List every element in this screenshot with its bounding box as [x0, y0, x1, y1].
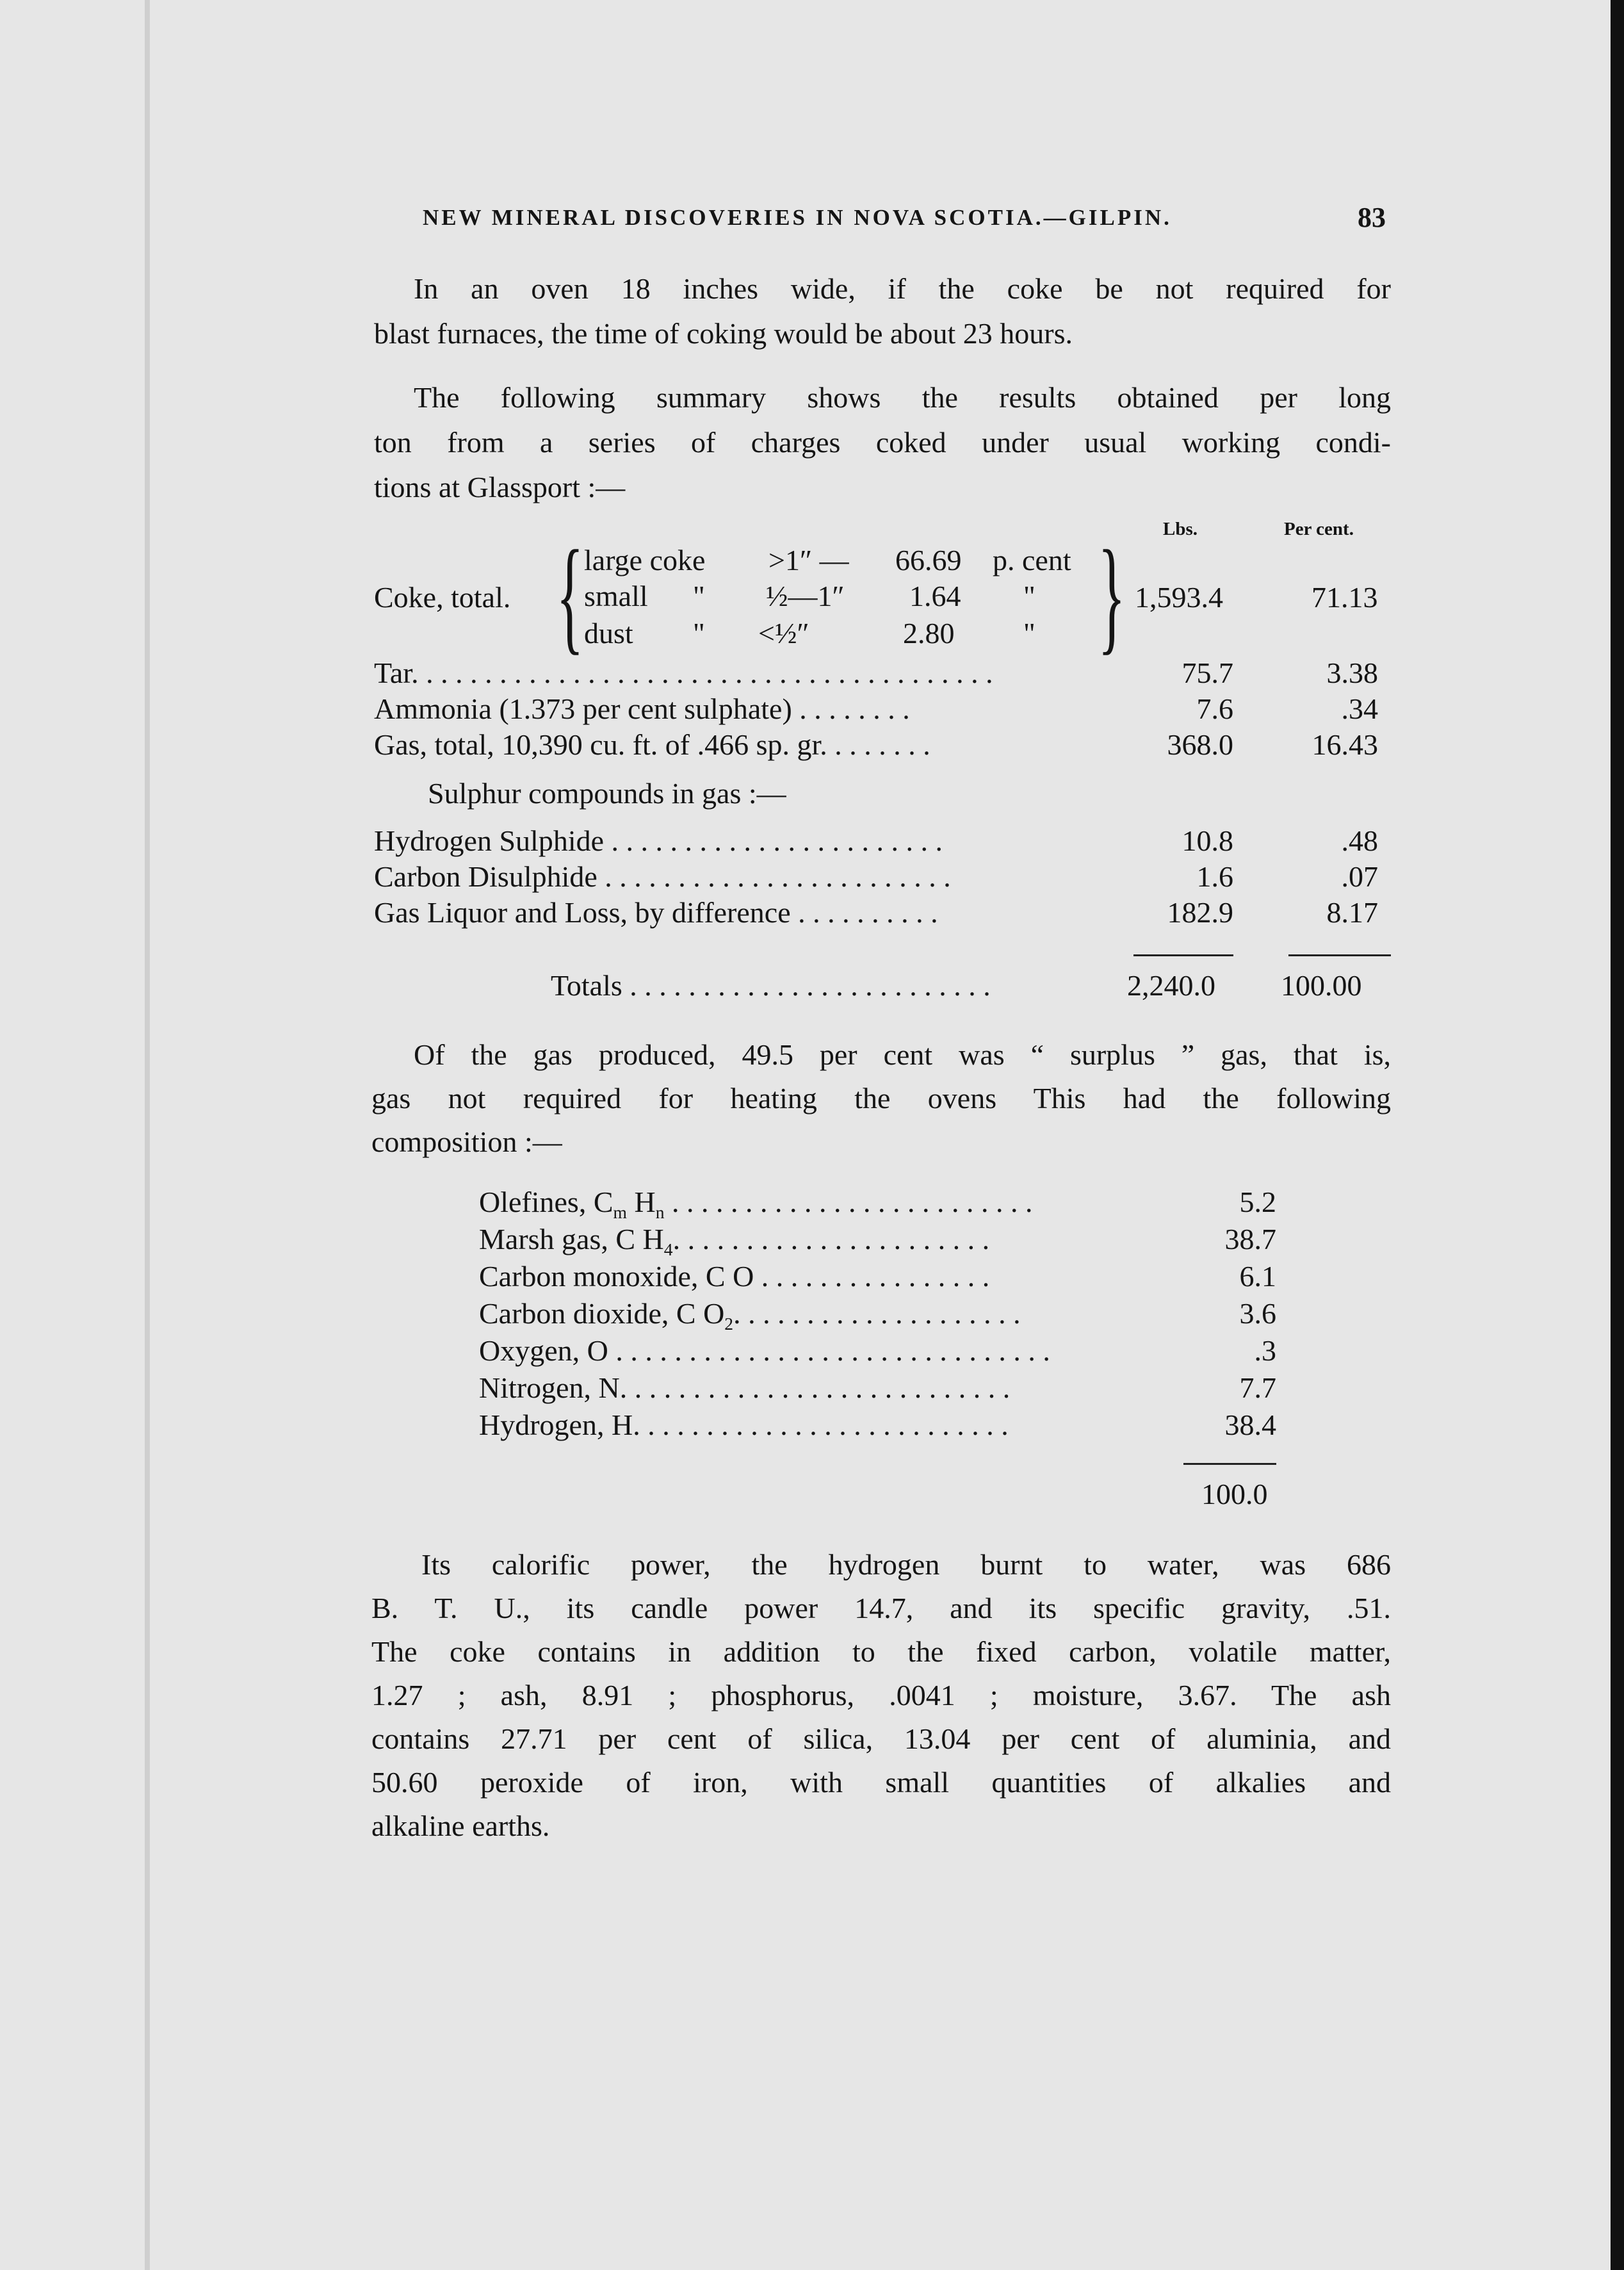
row-label: Gas, total, 10,390 cu. ft. of .466 sp. gr. . . . . . . . [374, 728, 930, 761]
coke-large-name: large coke [584, 544, 706, 576]
table-row-liquor [374, 895, 1386, 931]
table-row-cs2 [374, 860, 1386, 895]
comp-value: .3 [1254, 1334, 1276, 1367]
comp-row-nitrogen [479, 1371, 1276, 1407]
row-lbs: 75.7 [1181, 657, 1233, 689]
para4-line5: contains 27.71 per cent of silica, 13.04 per cent of aluminia, and [371, 1722, 1391, 1755]
left-brace: { [556, 525, 584, 666]
totals-label: Totals . . . . . . . . . . . . . . . . . . . . . . . . . [551, 969, 991, 1002]
row-lbs: 10.8 [1181, 824, 1233, 857]
totals-lbs: 2,240.0 [1127, 969, 1215, 1002]
coke-lbs: 1,593.4 [1135, 581, 1223, 614]
comp-value: 3.6 [1239, 1297, 1276, 1330]
row-lbs: 7.6 [1196, 692, 1233, 725]
coke-small-name: small [584, 580, 648, 612]
table-row-tar [374, 656, 1386, 692]
coke-dust-value: 2.80 [903, 617, 955, 649]
para2-line3: tions at Glassport :— [374, 471, 626, 503]
row-pct: .48 [1341, 824, 1378, 857]
para2-line1: The following summary shows the results obtained per long [414, 381, 1391, 414]
para4-line4: 1.27 ; ash, 8.91 ; phosphorus, .0041 ; moisture, 3.67. The ash [371, 1679, 1391, 1711]
comp-row-co2 [479, 1296, 1276, 1332]
comp-label: Olefines, $C_m$ $H_n$ . . . . . . . . . . . . . . . . . . . . . . . . . [479, 1186, 1033, 1223]
col-pct-header: Per cent. [1284, 519, 1354, 539]
comp-row-hydrogen [479, 1408, 1276, 1444]
comp-value: 7.7 [1239, 1371, 1276, 1404]
totals-pct: 100.00 [1281, 969, 1362, 1002]
row-label: Gas Liquor and Loss, by difference . . . . . . . . . . [374, 896, 938, 929]
coke-small-unit: " [1023, 580, 1035, 612]
coke-dust-ditto: " [693, 617, 705, 649]
coke-small-ditto: " [693, 580, 705, 612]
page-gutter [145, 0, 150, 2270]
row-pct: .07 [1341, 860, 1378, 893]
coke-small-value: 1.64 [909, 580, 961, 612]
row-label: Carbon Disulphide . . . . . . . . . . . . . . . . . . . . . . . . [374, 860, 951, 893]
comp-value: 6.1 [1239, 1260, 1276, 1293]
comp-row-olefines [479, 1185, 1276, 1221]
comp-label: Marsh gas, C $H_4$. . . . . . . . . . . . . . . . . . . . . . [479, 1223, 990, 1260]
para4-line7: alkaline earths. [371, 1809, 550, 1842]
col-lbs-header: Lbs. [1163, 519, 1198, 539]
coke-large-size: >1″ — [768, 544, 849, 576]
comp-value: 5.2 [1239, 1186, 1276, 1218]
lbs-total-rule [1133, 954, 1233, 956]
para3-line2: gas not required for heating the ovens This had the following [371, 1082, 1391, 1115]
table-row-ammonia [374, 692, 1386, 728]
row-lbs: 182.9 [1167, 896, 1233, 929]
row-label: Ammonia (1.373 per cent sulphate) . . . . . . . . [374, 692, 910, 725]
comp-total: 100.0 [1201, 1478, 1268, 1510]
para4-line3: The coke contains in addition to the fixed carbon, volatile matter, [371, 1635, 1391, 1668]
table-row-h2s [374, 824, 1386, 860]
comp-value: 38.7 [1224, 1223, 1276, 1255]
coke-dust-size: <½″ [758, 617, 809, 649]
row-lbs: 1.6 [1196, 860, 1233, 893]
comp-label: Hydrogen, H. . . . . . . . . . . . . . . . . . . . . . . . . . [479, 1409, 1009, 1441]
comp-label: Carbon dioxide, C $O_2$. . . . . . . . . . . . . . . . . . . . [479, 1297, 1021, 1334]
coke-dust-name: dust [584, 617, 633, 649]
coke-large-value: 66.69 [895, 544, 962, 576]
para4-line2: B. T. U., its candle power 14.7, and its specific gravity, .51. [371, 1592, 1391, 1624]
comp-value: 38.4 [1224, 1409, 1276, 1441]
coke-label: Coke, total. [374, 581, 511, 614]
para4-line6: 50.60 peroxide of iron, with small quantities of alkalies and [371, 1766, 1391, 1799]
row-pct: 16.43 [1311, 728, 1378, 761]
row-pct: 8.17 [1326, 896, 1378, 929]
comp-total-rule [1183, 1463, 1276, 1465]
comp-label: Nitrogen, N. . . . . . . . . . . . . . . . . . . . . . . . . . . [479, 1371, 1011, 1404]
page-number: 83 [1358, 202, 1386, 233]
scan-edge [1611, 0, 1624, 2270]
coke-pct: 71.13 [1311, 581, 1378, 614]
coke-large-unit: p. cent [993, 544, 1071, 576]
pct-total-rule [1288, 954, 1391, 956]
comp-row-marsh-gas [479, 1222, 1276, 1258]
para4-line1: Its calorific power, the hydrogen burnt to water, was 686 [421, 1548, 1391, 1581]
right-brace: } [1098, 525, 1126, 666]
comp-row-oxygen [479, 1334, 1276, 1369]
running-title: NEW MINERAL DISCOVERIES IN NOVA SCOTIA.—GILPIN. [423, 205, 1172, 230]
sulphur-heading: Sulphur compounds in gas :— [428, 777, 786, 810]
row-pct: .34 [1341, 692, 1378, 725]
coke-dust-unit: " [1023, 617, 1035, 649]
comp-label: Oxygen, O . . . . . . . . . . . . . . . . . . . . . . . . . . . . . . [479, 1334, 1050, 1367]
row-label: Tar. . . . . . . . . . . . . . . . . . . . . . . . . . . . . . . . . . . . . . . . [374, 657, 993, 689]
para3-line3: composition :— [371, 1125, 562, 1158]
coke-small-size: ½—1″ [766, 580, 845, 612]
row-lbs: 368.0 [1167, 728, 1233, 761]
para2-line2: ton from a series of charges coked under usual working condi- [374, 426, 1391, 459]
table-row-gas [374, 728, 1386, 763]
row-pct: 3.38 [1326, 657, 1378, 689]
para1-line1: In an oven 18 inches wide, if the coke be not required for [414, 272, 1391, 305]
para1-line2: blast furnaces, the time of coking would be about 23 hours. [374, 317, 1073, 350]
row-label: Hydrogen Sulphide . . . . . . . . . . . . . . . . . . . . . . . [374, 824, 943, 857]
para3-line1: Of the gas produced, 49.5 per cent was “ surplus ” gas, that is, [414, 1038, 1391, 1071]
comp-row-co [479, 1259, 1276, 1295]
comp-label: Carbon monoxide, C O . . . . . . . . . . . . . . . . [479, 1260, 990, 1293]
